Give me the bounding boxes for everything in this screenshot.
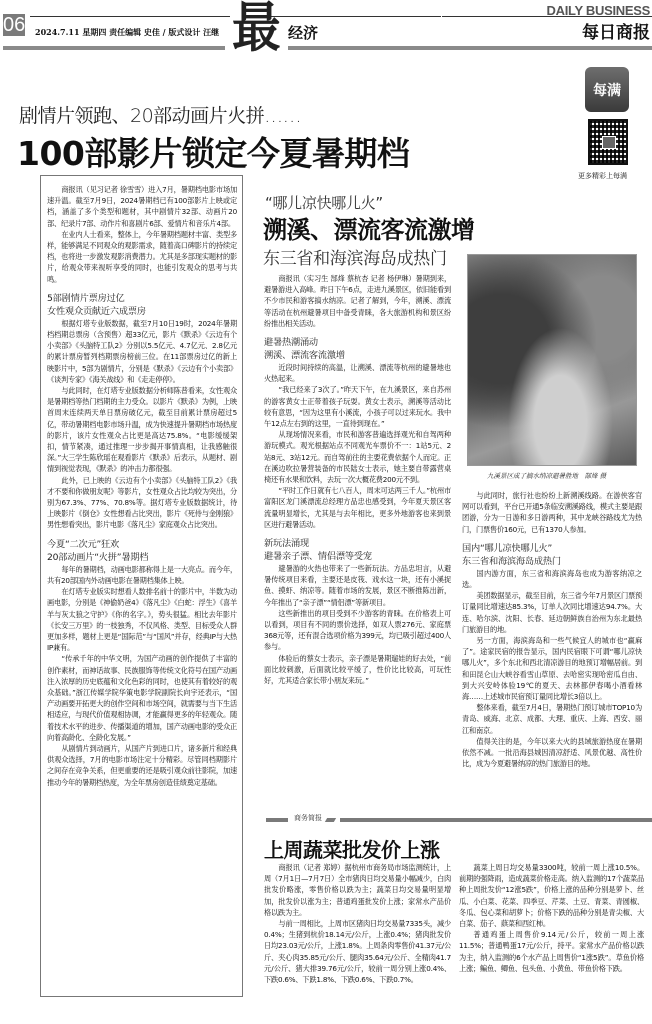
travel-quote: “哪儿凉快哪儿火” xyxy=(265,194,383,212)
lead-kicker: 剧情片领跑、20部动画片火拼…… xyxy=(19,105,302,127)
paragraph: 与前一周相比，上周市区猪肉日均交易量7335头，减少0.4%；生猪到杭价18.14元/公斤，上涨0.4%；猪肉批发价日均23.03元/公斤，上涨1.8%。上周条肉零售价41.37元/公斤、夹心肉35.85元/公斤、腿肉35.64元/公斤、全精肉41.7元/公斤、猪大排39.76元/公斤，较前一周分别上涨0.4%、下跌0.6%、下跌1.8%、下跌0.6%、下跌0.7%。 xyxy=(264,919,451,985)
news-strip-label: 商务简报 xyxy=(294,814,322,822)
subheading: 5部剧情片票房过亿 xyxy=(47,292,125,304)
subheading: 新玩法涌现 xyxy=(264,538,309,550)
lead-article-body xyxy=(47,184,237,788)
paragraph: “传承千年的中华文明，为国产动画的创作提供了丰富的创作素材，而神话故事、民族服饰等传统文化符号在国产动画注入浓厚的历史底蕴和文化色彩的同时，也使其有着较好的观众基础。”浙江传媒学院华策电影学院副院长向宇还表示，“国产动画要开拓更大的创作空间和市场空间，就需要与当下生活相适应，与现代价值观相协调，才能赢得更多的年轻观众。随着技术水平的进步、传播渠道的增加，国产动画电影的受众正向着高龄化、全龄化发展。” xyxy=(47,654,237,742)
subheading: 20部动画片“火拼”暑期档 xyxy=(47,551,149,563)
paragraph: 商报讯（见习记者 徐雪雪）进入7月，暑期档电影市场加速升温。截至7月9日，2024暑期档已有100部影片上映或定档，涵盖了多个类型和题材，其中剧情片32部、动画片20部、纪录片7部、动作片和喜剧片6部、爱情片和音乐片4部。 xyxy=(47,185,237,228)
subheading: 东三省和海滨海岛成热门 xyxy=(462,555,561,567)
paragraph: 整体来看，截至7月4日，暑期热门预订城市TOP10为青岛、威海、北京、成都、大理、重庆、上海、西安、丽江和南京。 xyxy=(462,703,642,735)
paragraph: 根据灯塔专业版数据，截至7月10日19时，2024年暑期档档期总票房（含预售）超33亿元，影片《默杀》《云边有个小卖部》《头脑特工队2》分别以5.5亿元、4.7亿元、2.8亿元的累计票房暂列档期票房榜前三位。在11部票房过亿的新上映影片中，5部为剧情片，分别是《默杀》《云边有个小卖部》《谈判专家》《海关战线》和《走走停停》。 xyxy=(47,318,237,384)
paragraph: 从现场情况来看，市民和游客普遍选择观光和自驾两种游玩模式。观光根据站点不同观光车票价不一：1站5元、2站8元、3站12元。而自驾前往的主要花费依据个人而定。正在溪边吹拉暑营装备的市民陆女士表示，她主要自带露营桌椅还有水果和饮料，去玩一次大概花费200元不到。 xyxy=(264,430,451,485)
paragraph: 与此同时，旅行社也纷纷上新溯溪线路。在游侠客官网可以看到，平台已开通5条临安溯溪路线，模式主要是跟团游，分为一日游和多日游两种，其中龙峡谷路线尤为热门，门票售价160元，已有1370人参加。 xyxy=(462,491,642,534)
subheading: 避暑热潮涌动 xyxy=(264,337,318,349)
section-logo: 最 xyxy=(232,0,281,59)
paragraph: 商报讯（实习生 郜烽 蔡杭杏 记者 杨伊琳）暑期到来，避暑游进入高峰。昨日下午6点，走进九溪景区，依旧能看到不少市民和游客搞水纳凉。记者了解到，今年，溯溪、漂流等活动在杭州避暑项目中备受青睐，各大旅游机构和景区纷纷推出相关活动。 xyxy=(264,274,451,328)
app-name: 每满 xyxy=(593,82,621,99)
masthead-rule xyxy=(263,16,441,17)
lead-title: 100部影片锁定今夏暑期档 xyxy=(17,134,410,173)
section-name: 经济 xyxy=(288,24,319,42)
paragraph: 值得关注的是，今年以来大火的县域旅游热度在暑期依然不减。一批沿海县城因清凉舒适、风景优越、高性价比，成为今夏避暑纳凉的热门旅游目的地。 xyxy=(462,736,642,769)
strip-bar xyxy=(266,818,288,822)
paragraph: 近段时间持续的高温，让溯溪、漂流等杭州的避暑地也火热起来。 xyxy=(264,363,451,384)
masthead-bar xyxy=(3,46,225,50)
paragraph: “我已经来了3次了。”昨天下午，在九溪景区，来自苏州的游客黄女士正带着孩子玩耍。黄女士表示，溯溪等活动比较有意思，“因为这里有小溪流，小孩子可以过来玩水。我中午12点左右到的这里，一直待到现在。” xyxy=(264,385,451,429)
subheading: 国内“哪儿凉快哪儿火” xyxy=(462,542,553,554)
paragraph: 与此同时，在灯塔专业版数据分析师陈普看来，女性观众是暑期档等热门档期的主力受众。以影片《默杀》为例，上映首周末连续两天单日票房破亿元，截至目前累计票房超过5亿，带动暑期档电影市场升温，成为快速提升暑期档市场热度的影片，该片女性观众占比更是高达75.8%。“电影缓缓架扣，情节紧凑，通过推理一步步揭开事情真相，让我感触很深。”大三学生陈欣瑶在观看影片《默杀》后表示，从题材、剧情到视觉表现，《默杀》的冲击力都很强。 xyxy=(47,386,237,474)
paragraph: 这些新推出的项目受到不少游客的青睐。在价格表上可以看到，项目有不同的票价选择，如双人票276元、家庭票368元等，还有混合选项价格为399元，均已吸引超过400人参与。 xyxy=(264,608,451,652)
paragraph: 每年的暑期档，动画电影都称得上是一大亮点。而今年，共有20部国内外动画电影在暑期档集体上映。 xyxy=(47,564,237,585)
paragraph: 在灯塔专业版实时想看人数排名前十的影片中，半数为动画电影，分别是《神偷奶爸4》《落凡尘》《白蛇：浮生》《喜羊羊与灰太狼之守护》《你的名字。》，势头很猛。相比去年影片《长安三万里》的一枝独秀，不仅风格、类型、目标受众人群更加多样，题材上更是“国际范”与“国风”并存，经典IP与大热IP兼有。 xyxy=(47,587,237,653)
travel-article-col2 xyxy=(462,490,642,769)
paragraph: 普通鸡蛋上周售价9.14元/公斤，较前一周上涨11.5%；普通鸭蛋17元/公斤，持平。家常水产品价格以跌为主，纳入监测的6个水产品上周售价“1涨5跌”。草鱼价格上涨；鳊鱼、鲫鱼、包头鱼、小黄鱼、带鱼价格下跌。 xyxy=(459,930,644,973)
paragraph: 在业内人士看来，整体上，今年暑期档题材丰富、类型多样，能够满足不同观众的观影需求，随着高口碑影片的持续定档，也将进一步激发观影消费潜力。尤其是多部现实题材的影片，给观众带来视听享受的同时，也能引发观众的思考与共鸣。 xyxy=(47,229,237,284)
news-title: 上周蔬菜批发价上涨 xyxy=(264,838,440,862)
page-number: 06 xyxy=(3,14,26,36)
paragraph: 商报讯（记者 郑婷）据杭州市商务局市场监测统计，上周（7月1日—7月7日）全市猪肉日均交易量小幅减少，白肉批发价略涨，零售价格以跌为主；蔬菜日均交易量明显增加，批发价以涨为主；普通鸡蛋批发价上涨；家常水产品价格以跌为主。 xyxy=(264,863,451,917)
travel-article-col1 xyxy=(264,273,451,686)
qr-center-logo xyxy=(602,136,616,149)
news-col-left xyxy=(264,862,451,985)
app-logo-icon[interactable] xyxy=(585,67,629,112)
paragraph: 从剧情片到动画片，从国产片到进口片，诸多新片和经典供观众选择，7月的电影市场注定十分精彩。尽管同档期影片之间存在竞争关系，但更重要的还是吸引观众前往影院，加速推动今年的暑期档热度，为全年票房创造佳绩奠定基础。 xyxy=(47,743,237,787)
subheading: 今夏“二次元”狂欢 xyxy=(47,538,120,550)
strip-bar xyxy=(340,818,652,822)
subheading: 女性观众贡献近六成票房 xyxy=(47,305,146,317)
masthead-rule xyxy=(30,16,230,17)
news-col-right xyxy=(459,862,644,974)
stream-photo xyxy=(467,254,637,466)
paragraph: “平时工作日就有七八百人，周末可达两三千人。”杭州市富阳区龙门溪漂流总经理方品忠也感受到，今年夏天景区客流量明显增长，尤其是与去年相比，更多外地游客也来到景区进行避暑活动。 xyxy=(264,486,451,529)
issue-meta: 2024.7.11 星期四 责任编辑 史佳 / 版式设计 汪继 xyxy=(35,27,220,37)
paragraph: 此外，已上映的《云边有个小卖部》《头脑特工队2》《我才不要和你做朋友呢》等影片，女性观众占比均较为突出，分别为67.3%、77%、70.8%等。据灯塔专业版数据统计，待上映影片《倒仓》女性想看占比突出，影片《死侍与金刚狼》男性想看突出，影片电影《落凡尘》家庭观众占比突出。 xyxy=(47,475,237,530)
brand-english: DAILY BUSINESS xyxy=(546,3,650,18)
photo-caption: 九溪景区成了搞水纳凉避暑胜地 郜烽 摄 xyxy=(487,472,607,480)
qr-caption: 更多精彩上每满 xyxy=(578,172,627,180)
paragraph: 体验后的蔡女士表示，亲子漂是暑期遛娃的好去处，“前面比较刺激，后面就比较平缓了，性价比比较高，可玩性好，尤其适合家长带小朋友来玩。” xyxy=(264,653,451,686)
paragraph: 避暑游的火热也带来了一些新玩法。方品忠坦言，从避暑传统项目来看，主要还是皮筏、戏水这一块，还有小溪捉鱼、摸虾、纳凉等。随着市场的发展，景区不断推陈出新，今年推出了“亲子漂”“情侣漂”等新项目。 xyxy=(264,564,451,607)
brand-chinese: 每日商报 xyxy=(582,23,650,43)
travel-title: 溯溪、漂流客流激增 xyxy=(263,216,475,244)
paragraph: 美团数据显示，截至目前，东三省今年7月景区门票预订量同比增速达85.3%，订单人次同比增速达94.7%。大连、哈尔滨、沈阳、长春、延边朝鲜族自治州为东北最热门旅游目的地。 xyxy=(462,591,642,634)
subheading: 避暑亲子漂、情侣漂等受宠 xyxy=(264,551,372,563)
strip-slash xyxy=(325,818,336,822)
subheading: 溯溪、漂流客流激增 xyxy=(264,350,345,362)
masthead-bar xyxy=(288,46,652,50)
paragraph: 国内游方面，东三省和海滨海岛也成为游客纳凉之选。 xyxy=(462,568,642,590)
paragraph: 另一方面，海滨海岛和一些气候宜人的城市也“赢麻了”。途家民宿的报告显示，国内民宿眼下可谓“哪儿凉快哪儿火”，多个东北和西北清凉游目的地预订增幅居前。到和田昆仑山大峡谷看雪山草原、去哈密实现哈密瓜自由、到大兴安岭体验19℃的夏天、去林都伊春喝小酒看林海……上述城市民宿预订量同比增长3倍以上。 xyxy=(462,636,642,702)
paragraph: 蔬菜上周日均交易量3300吨，较前一周上涨10.5%。前期的强降雨，造成蔬菜价格走高。纳入监测的17个蔬菜品种上周批发价“12涨5跌”，价格上涨的品种分别是萝卜、丝瓜、小白菜、花菜、四季豆、芹菜、土豆、青菜、青圆椒、冬瓜、包心菜和胡萝卜；价格下跌的品种分别是青尖椒、大白菜、茄子、蕻菜和西红柿。 xyxy=(459,863,644,929)
travel-subtitle: 东三省和海滨海岛成热门 xyxy=(263,249,447,269)
